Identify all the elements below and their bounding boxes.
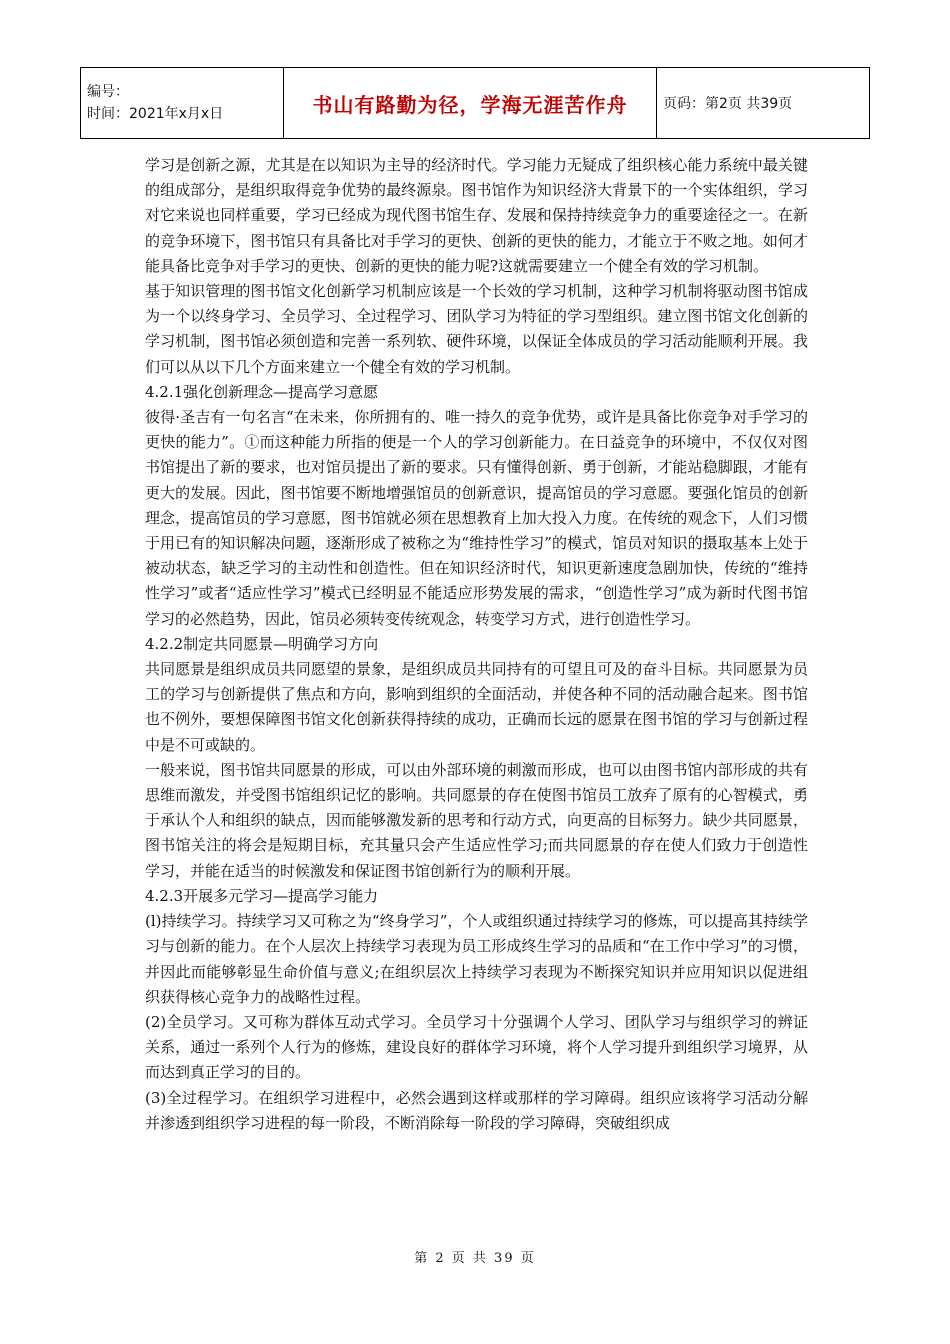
body-paragraph: 共同愿景是组织成员共同愿望的景象，是组织成员共同持有的可望且可及的奋斗目标。共同愿景为员工的学习与创新提供了焦点和方向，影响到组织的全面活动，并使各种不同的活动融合起来。图书馆也不例外，要想保障图书馆文化创新获得持续的成功，正确而长远的愿景在图书馆的学习与创新过程中是不可或缺的。 [145, 660, 808, 754]
body-paragraph: 彼得·圣吉有一句名言“在未来，你所拥有的、唯一持久的竞争优势，或许是具备比你竞争对手学习的更快的能力”。①而这种能力所指的便是一个人的学习创新能力。在日益竞争的环境中，不仅仅对图书馆提出了新的要求，也对馆员提出了新的要求。只有懂得创新、勇于创新，才能站稳脚跟，才能有更大的发展。因此，图书馆要不断地增强馆员的创新意识，提高馆员的学习意愿。要强化馆员的创新理念，提高馆员的学习意愿，图书馆就必须在思想教育上加大投入力度。在传统的观念下，人们习惯于用已有的知识解决问题，逐渐形成了被称之为“维持性学习”的模式，馆员对知识的摄取基本上处于被动状态，缺乏学习的主动性和创造性。但在知识经济时代，知识更新速度急剧加快，传统的“维持性学习”或者“适应性学习”模式已经明显不能适应形势发展的需求，“创造性学习”成为新时代图书馆学习的必然趋势，因此，馆员必须转变传统观念，转变学习方式，进行创造性学习。 [145, 408, 808, 628]
document-time-label: 时间：2021年x月x日 [87, 106, 224, 122]
body-paragraph: 基于知识管理的图书馆文化创新学习机制应该是一个长效的学习机制，这种学习机制将驱动图书馆成为一个以终身学习、全员学习、全过程学习、团队学习为特征的学习型组织。建立图书馆文化创新的学习机制，图书馆必须创造和完善一系列软、硬件环境，以保证全体成员的学习活动能顺利开展。我们可以从以下几个方面来建立一个健全有效的学习机制。 [145, 282, 808, 376]
header-motto: 书山有路勤为径，学海无涯苦作舟 [284, 68, 657, 139]
header-meta [81, 68, 284, 139]
section-heading: 4.2.2制定共同愿景—明确学习方向 [145, 634, 379, 653]
document-number-label: 编号： [87, 84, 129, 100]
body-paragraph: (3)全过程学习。在组织学习进程中，必然会遇到这样或那样的学习障碍。组织应该将学习活动分解并渗透到组织学习进程的每一阶段，不断消除每一阶段的学习障碍，突破组织成 [145, 1088, 808, 1132]
section-heading: 4.2.1强化创新理念—提高学习意愿 [145, 382, 379, 401]
body-paragraph: 一般来说，图书馆共同愿景的形成，可以由外部环境的刺激而形成，也可以由图书馆内部形成的共有思维而激发，并受图书馆组织记忆的影响。共同愿景的存在使图书馆员工放弃了原有的心智模式，勇于承认个人和组织的缺点，因而能够激发新的思考和行动方式，向更高的目标努力。缺少共同愿景，图书馆关注的将会是短期目标，充其量只会产生适应性学习;而共同愿景的存在使人们致力于创造性学习，并能在适当的时候激发和保证图书馆创新行为的顺利开展。 [145, 760, 808, 880]
page-footer: 第 2 页 共 39 页 [414, 1251, 536, 1266]
body-paragraph: (l)持续学习。持续学习又可称之为“终身学习”，个人或组织通过持续学习的修炼，可以提高其持续学习与创新的能力。在个人层次上持续学习表现为员工形成终生学习的品质和“在工作中学习”的习惯，并因此而能够彰显生命价值与意义;在组织层次上持续学习表现为不断探究知识并应用知识以促进组织获得核心竞争力的战略性过程。 [145, 912, 808, 1006]
header-table [80, 67, 870, 139]
header-page-info: 页码：第2页 共39页 [657, 68, 870, 139]
body-paragraph: (2)全员学习。又可称为群体互动式学习。全员学习十分强调个人学习、团队学习与组织学习的辨证关系，通过一系列个人行为的修炼，建设良好的群体学习环境，将个人学习提升到组织学习境界，从而达到真正学习的目的。 [145, 1012, 808, 1082]
section-heading: 4.2.3开展多元学习—提高学习能力 [145, 886, 379, 905]
body-paragraph: 学习是创新之源，尤其是在以知识为主导的经济时代。学习能力无疑成了组织核心能力系统中最关键的组成部分，是组织取得竞争优势的最终源泉。图书馆作为知识经济大背景下的一个实体组织，学习对它来说也同样重要，学习已经成为现代图书馆生存、发展和保持持续竞争力的重要途径之一。在新的竞争环境下，图书馆只有具备比对手学习的更快、创新的更快的能力，才能立于不败之地。如何才能具备比竞争对手学习的更快、创新的更快的能力呢?这就需要建立一个健全有效的学习机制。 [145, 156, 808, 275]
document-body [145, 153, 808, 1136]
